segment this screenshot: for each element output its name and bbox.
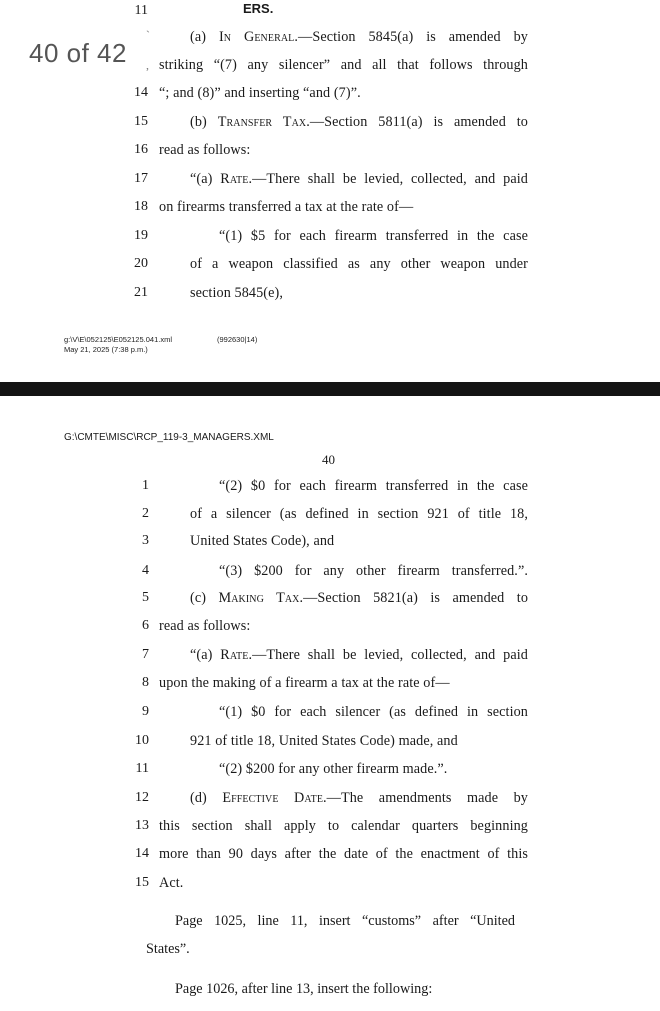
text-line bbox=[0, 168, 660, 190]
line-text: (d) Effective Date.—The amendments made by bbox=[190, 790, 528, 806]
line-number: 18 bbox=[134, 199, 148, 214]
line-number: 10 bbox=[135, 733, 149, 748]
line-text: upon the making of a firearm a tax at the rate of— bbox=[159, 675, 450, 691]
line-text: (a) In General.—Section 5845(a) is amended by bbox=[190, 29, 528, 45]
line-number: 5 bbox=[142, 590, 149, 605]
line-number: 8 bbox=[142, 675, 149, 690]
text-line bbox=[0, 587, 660, 609]
line-text: on firearms transferred a tax at the rate of— bbox=[159, 199, 414, 215]
line-text: 921 of title 18, United States Code) made, and bbox=[190, 733, 458, 749]
amendment-instruction: States”. bbox=[146, 941, 190, 957]
text-line bbox=[0, 253, 660, 275]
line-text: more than 90 days after the date of the enactment of this bbox=[159, 846, 528, 862]
line-number: 7 bbox=[142, 647, 149, 662]
line-number: 17 bbox=[134, 171, 148, 186]
text-line bbox=[0, 815, 660, 837]
line-text: United States Code), and bbox=[190, 533, 335, 549]
text-line bbox=[0, 111, 660, 133]
line-text: “(a) Rate.—There shall be levied, collected, and paid bbox=[190, 171, 528, 187]
page-divider bbox=[0, 382, 660, 396]
page-footer-date: May 21, 2025 (7:38 p.m.) bbox=[64, 345, 148, 354]
page-header-fragment: ERS. bbox=[243, 1, 274, 16]
text-line bbox=[0, 282, 660, 304]
line-number: 3 bbox=[142, 533, 149, 548]
text-line bbox=[0, 503, 660, 525]
line-number: 14 bbox=[135, 846, 149, 861]
line-number: 6 bbox=[142, 618, 149, 633]
line-number: 15 bbox=[135, 875, 149, 890]
page-number: 40 bbox=[322, 452, 335, 467]
line-number: 21 bbox=[134, 285, 148, 300]
line-text: “(a) Rate.—There shall be levied, collected, and paid bbox=[190, 647, 528, 663]
text-line bbox=[0, 615, 660, 637]
line-text: (c) Making Tax.—Section 5821(a) is amended to bbox=[190, 590, 529, 606]
text-line bbox=[0, 530, 660, 552]
text-line bbox=[0, 475, 660, 497]
line-text: “(2) $200 for any other firearm made.”. bbox=[219, 761, 448, 777]
line-text: “(3) $200 for any other firearm transferred.”. bbox=[219, 563, 528, 579]
line-number: 4 bbox=[142, 563, 149, 578]
line-mark: ` bbox=[146, 28, 150, 42]
text-line bbox=[0, 701, 660, 723]
line-number: 1 bbox=[142, 478, 149, 493]
line-text: “(1) $0 for each silencer (as defined in section bbox=[219, 704, 528, 720]
line-text: this section shall apply to calendar quarters beginning bbox=[159, 818, 528, 834]
line-text: read as follows: bbox=[159, 618, 251, 634]
text-line bbox=[0, 730, 660, 752]
file-path-header: G:\CMTE\MISC\RCP_119-3_MANAGERS.XML bbox=[64, 432, 274, 443]
line-number: 11 bbox=[135, 761, 149, 776]
page-footer-file: g:\V\E\052125\E052125.041.xml bbox=[64, 335, 172, 344]
line-number: 15 bbox=[134, 114, 148, 129]
line-number: 13 bbox=[135, 818, 149, 833]
text-line bbox=[0, 644, 660, 666]
line-number: 12 bbox=[135, 790, 149, 805]
line-text: of a weapon classified as any other weapon under bbox=[190, 256, 528, 272]
text-line bbox=[0, 843, 660, 865]
text-line bbox=[0, 0, 660, 22]
line-text: “(1) $5 for each firearm transferred in the case bbox=[219, 228, 528, 244]
line-number: 11 bbox=[134, 3, 148, 18]
text-line bbox=[0, 872, 660, 894]
text-line bbox=[0, 139, 660, 161]
line-text: section 5845(e), bbox=[190, 285, 284, 301]
line-number: 19 bbox=[134, 228, 148, 243]
page-counter-overlay: 40 of 42 bbox=[29, 38, 127, 68]
text-line bbox=[0, 225, 660, 247]
line-text: “; and (8)” and inserting “and (7)”. bbox=[159, 85, 361, 101]
text-line bbox=[0, 758, 660, 780]
line-number: 2 bbox=[142, 506, 149, 521]
page-footer-id: (992630|14) bbox=[217, 335, 258, 344]
text-line bbox=[0, 196, 660, 218]
text-line bbox=[0, 560, 660, 582]
line-number: 9 bbox=[142, 704, 149, 719]
line-text: Act. bbox=[159, 875, 184, 891]
document-page-bottom bbox=[0, 396, 660, 1011]
amendment-instruction: Page 1026, after line 13, insert the following: bbox=[175, 981, 433, 997]
line-text: striking “(7) any silencer” and all that follows through bbox=[159, 57, 528, 73]
line-text: “(2) $0 for each firearm transferred in the case bbox=[219, 478, 528, 494]
text-line bbox=[0, 82, 660, 104]
line-text: of a silencer (as defined in section 921 of title 18, bbox=[190, 506, 528, 522]
amendment-instruction: Page 1025, line 11, insert “customs” after “United bbox=[175, 913, 515, 929]
document-page-top bbox=[0, 0, 660, 382]
line-mark: , bbox=[146, 58, 149, 72]
line-text: read as follows: bbox=[159, 142, 251, 158]
text-line bbox=[0, 672, 660, 694]
line-text: (b) Transfer Tax.—Section 5811(a) is amended to bbox=[190, 114, 528, 130]
text-line bbox=[0, 787, 660, 809]
line-number: 20 bbox=[134, 256, 148, 271]
line-number: 16 bbox=[134, 142, 148, 157]
line-number: 14 bbox=[134, 85, 148, 100]
